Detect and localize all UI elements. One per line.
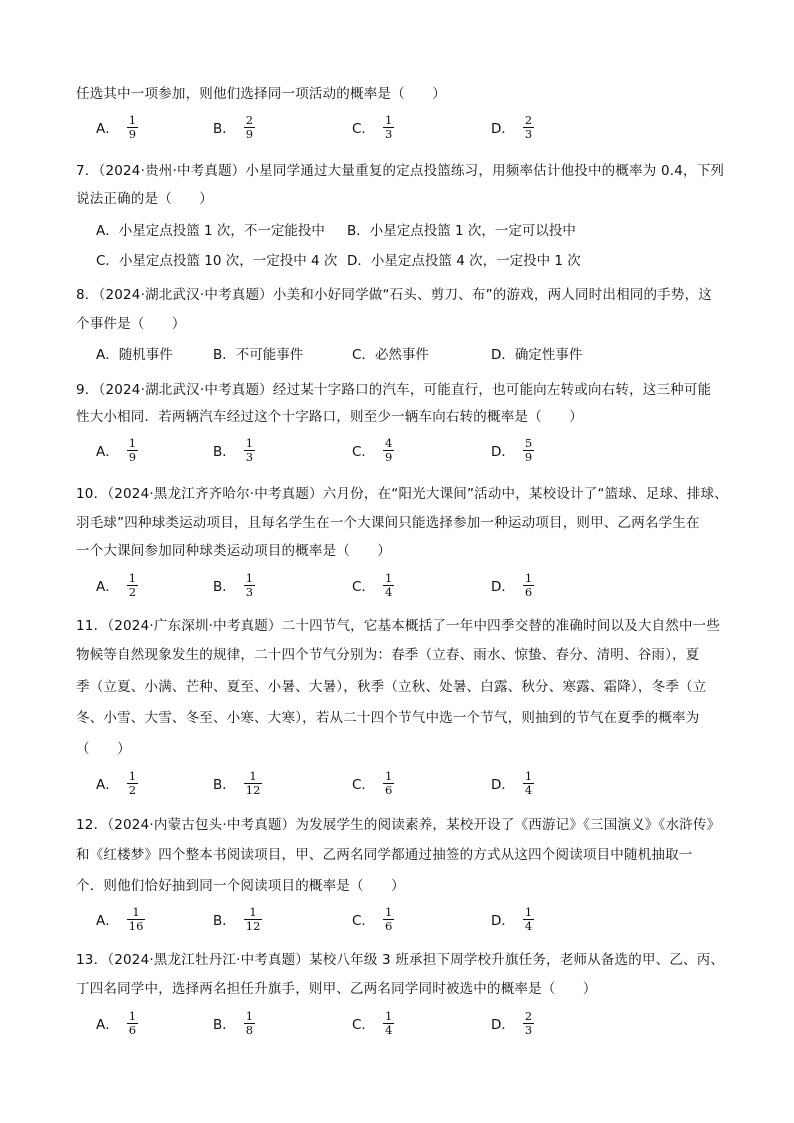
q12-option-d[interactable]: D． $\frac{1}{4}$ <box>491 904 533 933</box>
q6-option-c[interactable]: C． $\frac{1}{3}$ <box>352 112 393 141</box>
fraction: $\frac{1}{3}$ <box>245 435 254 464</box>
q9-option-a[interactable]: A． $\frac{1}{9}$ <box>96 435 137 464</box>
q12-option-b[interactable]: B． $\frac{1}{12}$ <box>213 904 261 933</box>
q10-option-b[interactable]: B． $\frac{1}{3}$ <box>213 570 254 599</box>
q13-option-d[interactable]: D． $\frac{2}{3}$ <box>491 1008 533 1037</box>
fraction: $\frac{1}{9}$ <box>128 112 137 141</box>
q9-text-line-2: 性大小相同．若两辆汽车经过这个十字路口，则至少一辆车向右转的概率是（ ） <box>76 409 583 425</box>
q7-text-line-2: 说法正确的是（ ） <box>76 191 213 207</box>
q10-text-line-2: 羽毛球”四种球类运动项目，且每名学生在一个大课间只能选择参加一种运动项目，则甲、乙两名学生在 <box>76 515 700 531</box>
fraction: $\frac{1}{4}$ <box>384 570 393 599</box>
fraction: $\frac{1}{4}$ <box>384 1008 393 1037</box>
q6-option-a[interactable]: A． $\frac{1}{9}$ <box>96 112 137 141</box>
q13-option-c[interactable]: C． $\frac{1}{4}$ <box>352 1008 393 1037</box>
fraction: $\frac{1}{16}$ <box>128 904 144 933</box>
fraction: $\frac{1}{4}$ <box>524 904 533 933</box>
q12-option-c[interactable]: C． $\frac{1}{6}$ <box>352 904 393 933</box>
q11-text-line-3: 季（立夏、小满、芒种、夏至、小暑、大暑），秋季（立秋、处暑、白露、秋分、寒露、霜降），冬季（立 <box>76 679 707 695</box>
q6-option-b[interactable]: B． $\frac{2}{9}$ <box>213 112 254 141</box>
fraction: $\frac{1}{6}$ <box>128 1008 137 1037</box>
q13-text-line-1: 13．（2024·黑龙江牡丹江·中考真题）某校八年级 3 班承担下周学校升旗任务，老师从备选的甲、乙、丙、 <box>76 952 725 968</box>
q11-option-a[interactable]: A． $\frac{1}{2}$ <box>96 768 137 797</box>
fraction: $\frac{4}{9}$ <box>384 435 393 464</box>
q13-text-line-2: 丁四名同学中，选择两名担任升旗手，则甲、乙两名同学同时被选中的概率是（ ） <box>76 981 597 997</box>
fraction: $\frac{1}{6}$ <box>384 904 393 933</box>
q8-text-line-2: 个事件是（ ） <box>76 316 186 332</box>
fraction: $\frac{1}{3}$ <box>245 570 254 599</box>
q9-option-c[interactable]: C． $\frac{4}{9}$ <box>352 435 393 464</box>
fraction: $\frac{5}{9}$ <box>524 435 533 464</box>
fraction: $\frac{1}{2}$ <box>128 768 137 797</box>
q8-option-d[interactable]: D．确定性事件 <box>491 347 583 363</box>
q12-options <box>96 902 696 936</box>
q13-options <box>96 1006 696 1040</box>
fraction: $\frac{1}{3}$ <box>384 112 393 141</box>
fraction: $\frac{1}{8}$ <box>245 1008 254 1037</box>
q12-option-a[interactable]: A． $\frac{1}{16}$ <box>96 904 144 933</box>
q7-option-b[interactable]: B．小星定点投篮 1 次，一定可以投中 <box>347 223 576 239</box>
q7-option-c[interactable]: C．小星定点投篮 10 次，一定投中 4 次 <box>96 253 338 269</box>
fraction: $\frac{1}{12}$ <box>245 904 261 933</box>
q8-option-c[interactable]: C．必然事件 <box>352 347 429 363</box>
q11-text-line-4: 冬、小雪、大雪、冬至、小寒、大寒），若从二十四个节气中选一个节气，则抽到的节气在夏季的概率为 <box>76 710 700 726</box>
q7-option-a[interactable]: A．小星定点投篮 1 次，不一定能投中 <box>96 223 325 239</box>
q11-text-line-5: （ ） <box>76 741 131 757</box>
q10-text-line-3: 一个大课间参加同种球类运动项目的概率是（ ） <box>76 543 392 559</box>
q11-option-d[interactable]: D． $\frac{1}{4}$ <box>491 768 533 797</box>
q10-option-c[interactable]: C． $\frac{1}{4}$ <box>352 570 393 599</box>
q10-options <box>96 568 696 602</box>
fraction: $\frac{1}{6}$ <box>524 570 533 599</box>
q9-option-d[interactable]: D． $\frac{5}{9}$ <box>491 435 533 464</box>
fraction: $\frac{1}{12}$ <box>245 768 261 797</box>
fraction: $\frac{1}{9}$ <box>128 435 137 464</box>
fraction: $\frac{1}{4}$ <box>524 768 533 797</box>
q10-option-a[interactable]: A． $\frac{1}{2}$ <box>96 570 137 599</box>
q9-option-b[interactable]: B． $\frac{1}{3}$ <box>213 435 254 464</box>
q12-text-line-2: 和《红楼梦》四个整本书阅读项目，甲、乙两名同学都通过抽签的方式从这四个阅读项目中随机抽取一 <box>76 847 693 863</box>
q9-text-line-1: 9．（2024·湖北武汉·中考真题）经过某十字路口的汽车，可能直行，也可能向左转或向右转，这三种可能 <box>76 382 712 398</box>
q12-text-line-1: 12．（2024·内蒙古包头·中考真题）为发展学生的阅读素养，某校开设了《西游记》《三国演义》《水浒传》 <box>76 817 721 833</box>
q10-option-d[interactable]: D． $\frac{1}{6}$ <box>491 570 533 599</box>
q13-option-b[interactable]: B． $\frac{1}{8}$ <box>213 1008 254 1037</box>
q11-option-b[interactable]: B． $\frac{1}{12}$ <box>213 768 261 797</box>
fraction: $\frac{1}{6}$ <box>384 768 393 797</box>
q8-option-a[interactable]: A．随机事件 <box>96 347 173 363</box>
q11-text-line-1: 11．（2024·广东深圳·中考真题）二十四节气，它基本概括了一年中四季交替的准确时间以及大自然中一些 <box>76 618 721 634</box>
q11-options <box>96 766 696 800</box>
q13-option-a[interactable]: A． $\frac{1}{6}$ <box>96 1008 137 1037</box>
q11-text-line-2: 物候等自然现象发生的规律，二十四个节气分别为：春季（立春、雨水、惊蛰、春分、清明、谷雨），夏 <box>76 647 700 663</box>
q6-option-d[interactable]: D． $\frac{2}{3}$ <box>491 112 533 141</box>
q10-text-line-1: 10．（2024·黑龙江齐齐哈尔·中考真题）六月份，在“阳光大课间”活动中，某校设计了“篮球、足球、排球、 <box>76 486 728 502</box>
q6-text: 任选其中一项参加，则他们选择同一项活动的概率是（ ） <box>76 86 446 102</box>
q12-text-line-3: 个．则他们恰好抽到同一个阅读项目的概率是（ ） <box>76 878 405 894</box>
q8-text-line-1: 8．（2024·湖北武汉·中考真题）小美和小好同学做“石头、剪刀、布”的游戏，两人同时出相同的手势，这 <box>76 287 712 303</box>
fraction: $\frac{2}{9}$ <box>245 112 254 141</box>
q9-options <box>96 433 696 467</box>
fraction: $\frac{2}{3}$ <box>524 112 533 141</box>
fraction: $\frac{1}{2}$ <box>128 570 137 599</box>
q7-option-d[interactable]: D．小星定点投篮 4 次，一定投中 1 次 <box>347 253 581 269</box>
q7-text-line-1: 7．（2024·贵州·中考真题）小星同学通过大量重复的定点投篮练习，用频率估计他投中的概率为 0.4，下列 <box>76 163 725 179</box>
fraction: $\frac{2}{3}$ <box>524 1008 533 1037</box>
q6-options <box>96 110 696 144</box>
q11-option-c[interactable]: C． $\frac{1}{6}$ <box>352 768 393 797</box>
q8-option-b[interactable]: B．不可能事件 <box>213 347 304 363</box>
